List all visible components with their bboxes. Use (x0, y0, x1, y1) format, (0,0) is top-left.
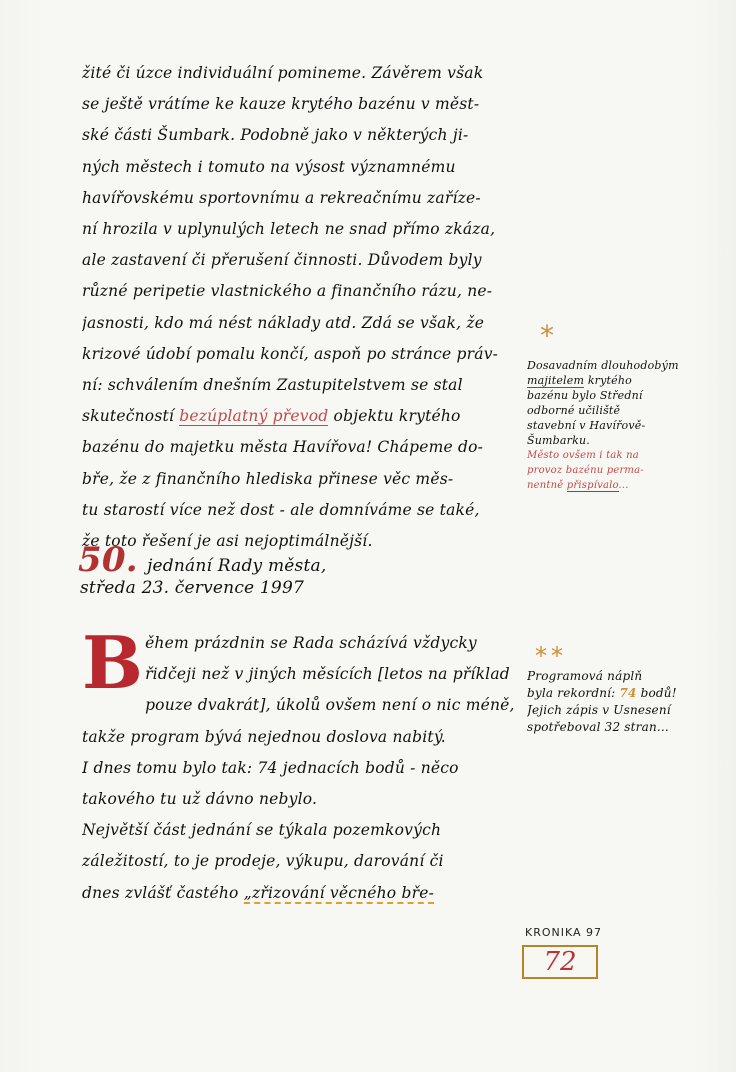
note-line (527, 685, 717, 702)
text-line: bře, že z finančního hlediska přinese věc měs- (82, 469, 454, 488)
page-number-box (522, 945, 598, 979)
note-line: stavební v Havířově- (527, 419, 646, 432)
note-segment: nentně (527, 480, 564, 491)
text-line: že toto řešení je asi nejoptimálnější. (82, 532, 373, 551)
drop-cap: B (82, 620, 144, 705)
text-line: záležitostí, to je prodeje, výkupu, darování či (82, 852, 444, 871)
text-line: ní: schválením dnešním Zastupitelstvem se stal (82, 376, 463, 395)
note-highlight-number: 74 (619, 686, 637, 700)
note-segment: krytého (587, 374, 632, 387)
text-line: se ještě vrátíme ke kauze krytého bazénu v měst- (82, 95, 480, 114)
margin-note-2 (527, 668, 717, 736)
meeting-title: jednání Rady města, (147, 556, 327, 576)
note-red-line: provoz bazénu perma- (527, 465, 644, 476)
asterisk-icon: * (540, 319, 554, 352)
note-line: Programová náplň (527, 669, 643, 683)
meeting-date: středa 23. července 1997 (80, 578, 304, 598)
text-line: I dnes tomu bylo tak: 74 jednacích bodů - něco (82, 758, 459, 777)
note-segment: ... (618, 480, 629, 491)
second-text-block (82, 620, 522, 909)
text-line: žité či úzce individuální pomineme. Závěrem však (82, 64, 484, 82)
text-line: řidčeji než v jiných měsících [letos na příklad (145, 665, 510, 684)
text-line: Největší část jednání se týkala pozemkových (82, 821, 442, 840)
margin-note-1 (527, 358, 717, 493)
note-segment: byla rekordní: (527, 686, 616, 700)
underlined-phrase: „zřizování věcného bře- (243, 883, 435, 902)
chronicle-label: KRONIKA 97 (525, 926, 603, 939)
note-line: Dosavadním dlouhodobým (527, 359, 679, 372)
text-line: krizové údobí pomalu končí, aspoň po stránce práv- (82, 344, 499, 363)
text-segment: dnes zvlášť častého (82, 883, 239, 902)
text-line-with-highlight (82, 401, 522, 432)
text-line: ěhem prázdnin se Rada scházívá vždycky (145, 634, 477, 652)
text-segment: skutečností (82, 407, 175, 426)
text-line: bazénu do majetku města Havířova! Chápeme do- (82, 438, 484, 457)
main-text-block (82, 58, 522, 557)
text-line: ných městech i tomuto na výsost významnému (82, 157, 456, 176)
text-line: různé peripetie vlastnického a finančního rázu, ne- (82, 282, 493, 301)
note-line (527, 373, 717, 388)
note-red-line (527, 478, 717, 493)
text-line: havířovskému sportovnímu a rekreačnímu zaříze- (82, 188, 481, 207)
text-line-with-underline (82, 878, 522, 909)
note-line: Jejich zápis v Usnesení (527, 703, 671, 717)
meeting-number: 50. (78, 540, 138, 580)
text-line: ní hrozila v uplynulých letech ne snad přímo zkáza, (82, 220, 496, 239)
note-underlined-word: přispívalo (566, 480, 619, 491)
note-line: spotřeboval 32 stran... (527, 720, 669, 734)
note-line: Šumbarku. (527, 434, 590, 447)
text-line: tu starostí více než dost - ale domníváme se také, (82, 500, 480, 519)
double-asterisk-icon: ** (535, 642, 567, 670)
text-line: takže program bývá nejednou doslova nabitý. (82, 727, 446, 746)
note-red-line: Město ovšem i tak na (527, 450, 639, 461)
note-segment: bodů! (640, 686, 677, 700)
meeting-heading (78, 540, 498, 598)
text-line: jasnosti, kdo má nést náklady atd. Zdá se však, že (82, 313, 485, 332)
text-line: pouze dvakrát], úkolů ovšem není o nic méně, (145, 696, 515, 715)
note-line: bazénu bylo Střední (527, 389, 643, 402)
note-line: odborné učiliště (527, 404, 621, 417)
text-segment: objektu krytého (333, 407, 461, 426)
note-underlined-word: majitelem (527, 374, 585, 387)
text-line: ské části Šumbark. Podobně jako v některých ji- (82, 126, 469, 145)
text-line: takového tu už dávno nebylo. (82, 790, 318, 809)
highlighted-phrase: bezúplatný převod (179, 407, 329, 426)
text-line: ale zastavení či přerušení činnosti. Důvodem byly (82, 251, 482, 270)
page-number: 72 (543, 947, 577, 977)
